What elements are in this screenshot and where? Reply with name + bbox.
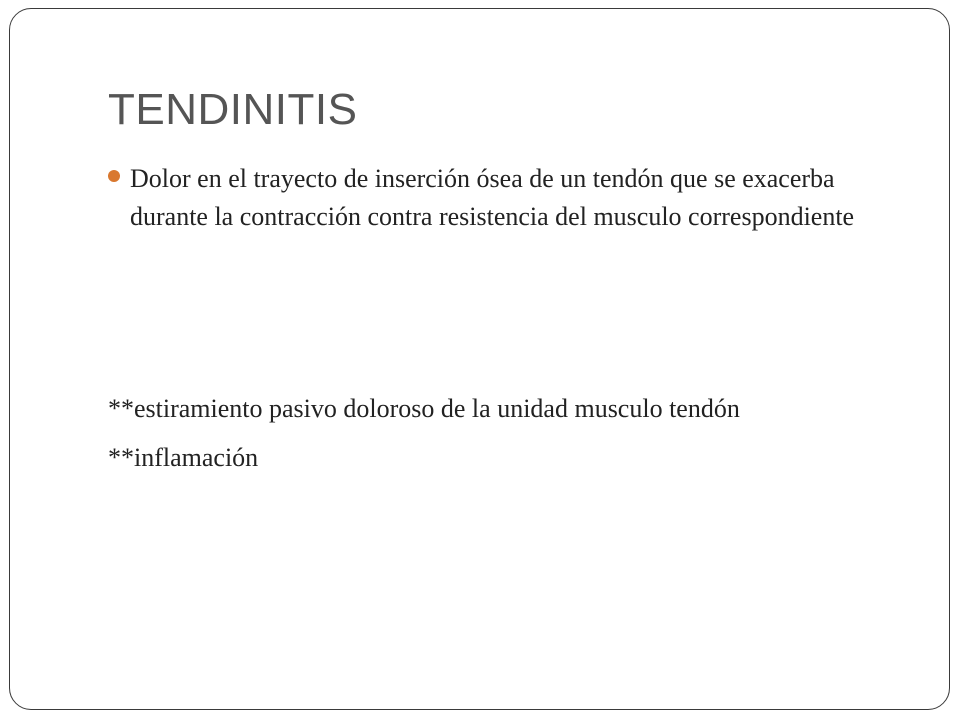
bullet-marker-icon <box>108 170 120 182</box>
bullet-text: Dolor en el trayecto de inserción ósea de un tendón que se exacerba durante la contracción contra resistencia del musculo correspondiente <box>130 164 855 231</box>
note-line-inflammation: **inflamación <box>108 443 259 472</box>
slide-title: TENDINITIS <box>108 85 358 134</box>
note-line-stretching: **estiramiento pasivo doloroso de la unidad musculo tendón <box>108 394 740 423</box>
bullet-item <box>108 160 868 236</box>
